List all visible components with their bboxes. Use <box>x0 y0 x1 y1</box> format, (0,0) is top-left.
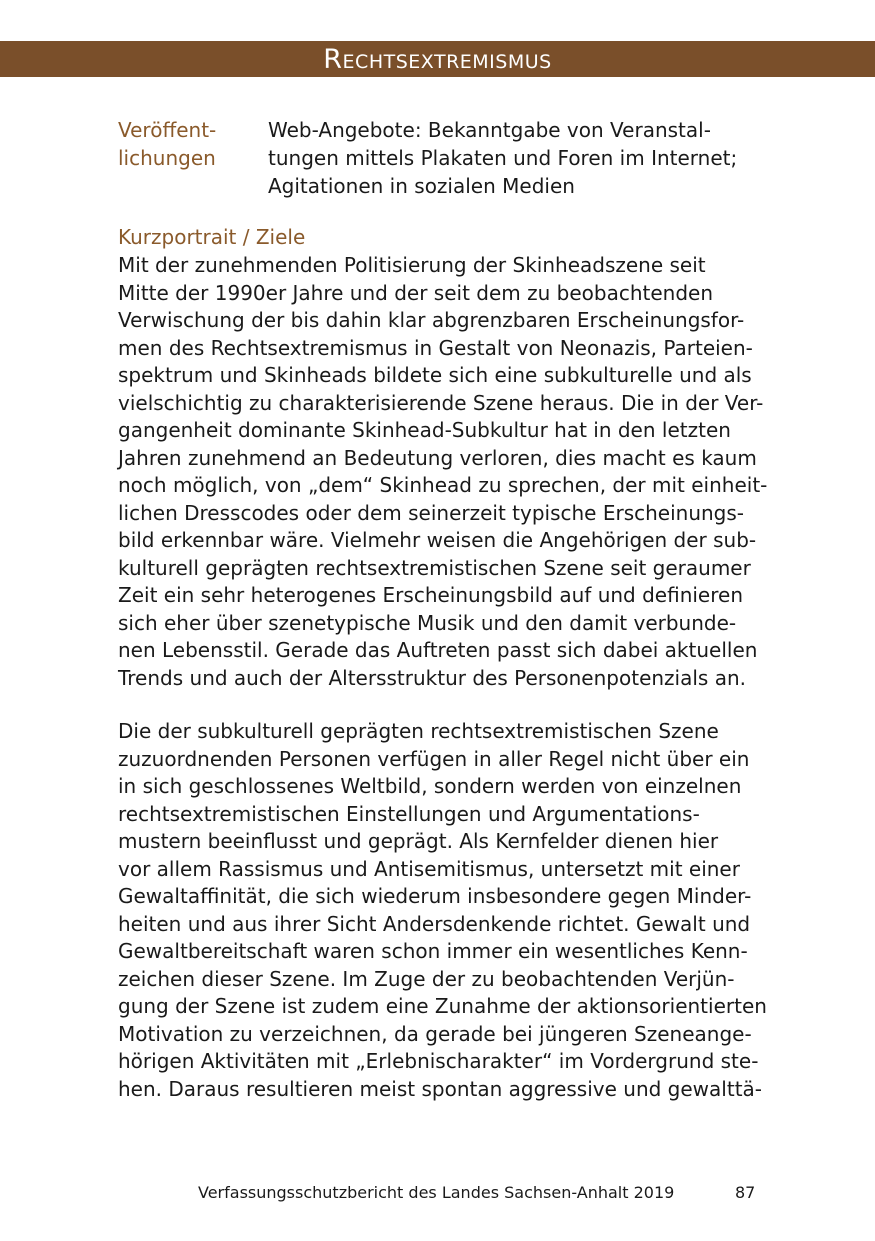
paragraph-line: Motivation zu verzeichnen, da gerade bei jüngeren Szeneange- <box>118 1021 752 1046</box>
paragraph-1 <box>118 252 768 692</box>
footer-text: Verfassungsschutzbericht des Landes Sachsen-Anhalt 2019 <box>198 1183 675 1202</box>
paragraph-line: noch möglich, von „dem“ Skinhead zu sprechen, der mit einheit- <box>118 473 768 497</box>
page-number: 87 <box>735 1183 756 1202</box>
paragraph-line: Zeit ein sehr heterogenes Erscheinungsbild auf und definieren <box>118 583 743 607</box>
paragraph-line: spektrum und Skinheads bildete sich eine subkulturelle und als <box>118 363 752 387</box>
paragraph-line: gangenheit dominante Skinhead-Subkultur hat in den letzten <box>118 418 731 442</box>
paragraph-2 <box>118 718 768 1103</box>
paragraph-line: nen Lebensstil. Gerade das Auftreten passt sich dabei aktuellen <box>118 638 758 662</box>
paragraph-line: vielschichtig zu charakterisierende Szene heraus. Die in der Ver- <box>118 390 764 415</box>
section-heading: Kurzportrait / Ziele <box>118 225 306 249</box>
publications-text-line: tungen mittels Plakaten und Foren im Internet; <box>268 146 738 170</box>
publications-text-line: Web-Angebote: Bekanntgabe von Veranstal- <box>268 118 711 142</box>
publications-label-line: Veröffent- <box>118 118 217 142</box>
paragraph-line: lichen Dresscodes oder dem seinerzeit typische Erscheinungs- <box>118 500 745 525</box>
paragraph-line: hörigen Aktivitäten mit „Erlebnischarakter“ im Vordergrund ste- <box>118 1049 759 1073</box>
paragraph-line: men des Rechtsextremismus in Gestalt von Neonazis, Parteien- <box>118 335 753 360</box>
paragraph-line: sich eher über szenetypische Musik und den damit verbunde- <box>118 610 737 635</box>
paragraph-line: kulturell geprägten rechtsextremistischen Szene seit geraumer <box>118 555 751 580</box>
paragraph-line: Die der subkulturell geprägten rechtsextremistischen Szene <box>118 719 719 743</box>
paragraph-line: zuzuordnenden Personen verfügen in aller Regel nicht über ein <box>118 746 750 771</box>
paragraph-line: gung der Szene ist zudem eine Zunahme der aktionsorientierten <box>118 994 767 1018</box>
paragraph-line: Gewaltaffinität, die sich wiederum insbesondere gegen Minder- <box>118 884 752 908</box>
publications-label-line: lichungen <box>118 146 216 170</box>
paragraph-line: Mit der zunehmenden Politisierung der Skinheadszene seit <box>118 253 706 277</box>
paragraph-line: vor allem Rassismus und Antisemitismus, untersetzt mit einer <box>118 856 740 881</box>
paragraph-line: mustern beeinflusst und geprägt. Als Kernfelder dienen hier <box>118 829 719 853</box>
paragraph-line: rechtsextremistischen Einstellungen und Argumentations- <box>118 801 700 826</box>
paragraph-line: zeichen dieser Szene. Im Zuge der zu beobachtenden Verjün- <box>118 966 735 991</box>
paragraph-line: bild erkennbar wäre. Vielmehr weisen die Angehörigen der sub- <box>118 528 757 552</box>
page-title: Rechtsextremismus <box>323 44 552 75</box>
publications-text <box>268 116 768 200</box>
paragraph-line: Verwischung der bis dahin klar abgrenzbaren Erscheinungsfor- <box>118 308 745 332</box>
paragraph-line: in sich geschlossenes Weltbild, sondern werden von einzelnen <box>118 774 742 798</box>
header-bar <box>0 41 875 77</box>
paragraph-line: heiten und aus ihrer Sicht Andersdenkende richtet. Gewalt und <box>118 911 751 936</box>
paragraph-line: Gewaltbereitschaft waren schon immer ein wesentliches Kenn- <box>118 939 748 963</box>
paragraph-line: Mitte der 1990er Jahre und der seit dem zu beobachtenden <box>118 280 713 305</box>
publications-text-line: Agitationen in sozialen Medien <box>268 174 575 198</box>
publications-label <box>118 116 258 172</box>
paragraph-line: hen. Daraus resultieren meist spontan aggressive und gewalttä- <box>118 1076 763 1101</box>
paragraph-line: Trends und auch der Altersstruktur des Personenpotenzials an. <box>118 665 746 690</box>
paragraph-line: Jahren zunehmend an Bedeutung verloren, dies macht es kaum <box>118 445 757 470</box>
